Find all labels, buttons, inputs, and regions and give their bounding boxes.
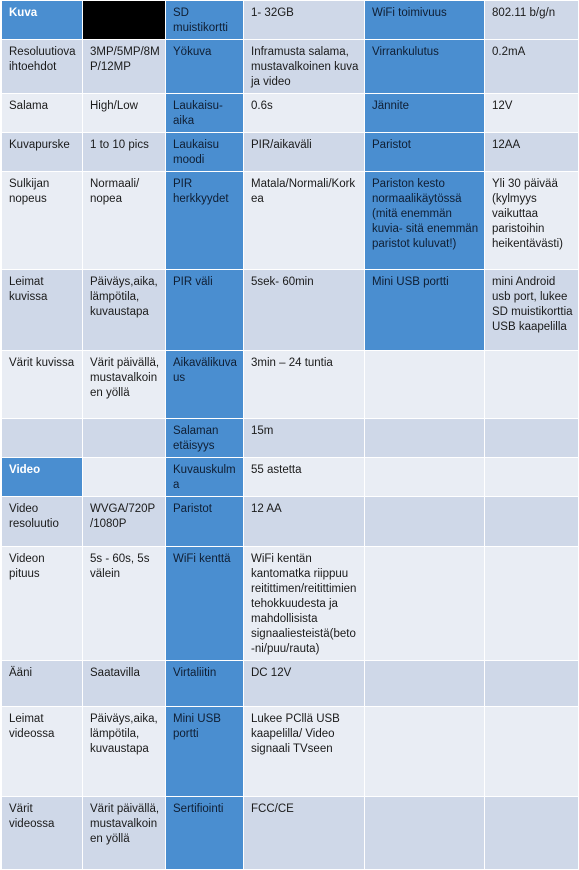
table-cell: 5sek- 60min (244, 270, 365, 351)
table-row (2, 547, 579, 661)
table-row (2, 419, 579, 458)
table-cell (365, 797, 485, 870)
table-cell: Kuvapurske (2, 133, 83, 172)
table-cell (83, 458, 166, 497)
table-cell: Värit päivällä, mustavalkoinen yöllä (83, 351, 166, 419)
table-cell: Lukee PCllä USB kaapelilla/ Video signaali TVseen (244, 707, 365, 797)
table-cell: Resoluutiovaihtoehdot (2, 40, 83, 94)
table-cell (365, 707, 485, 797)
table-cell: Salama (2, 94, 83, 133)
table-cell: Yökuva (166, 40, 244, 94)
table-cell: 3MP/5MP/8MP/12MP (83, 40, 166, 94)
table-cell: 12AA (485, 133, 579, 172)
table-row (2, 1, 579, 40)
table-cell (485, 661, 579, 707)
table-cell: Leimat kuvissa (2, 270, 83, 351)
table-cell: Pariston kesto normaalikäytössä (mitä enemmän kuvia- sitä enemmän paristot kuluvat!) (365, 172, 485, 270)
table-cell (2, 419, 83, 458)
table-cell: Laukaisu moodi (166, 133, 244, 172)
table-cell: 1 to 10 pics (83, 133, 166, 172)
table-cell: Virrankulutus (365, 40, 485, 94)
table-cell (485, 497, 579, 547)
table-cell: 802.11 b/g/n (485, 1, 579, 40)
table-cell (365, 458, 485, 497)
table-cell (365, 661, 485, 707)
table-cell: 12 AA (244, 497, 365, 547)
table-cell (83, 419, 166, 458)
table-cell: Matala/Normali/Korkea (244, 172, 365, 270)
table-cell: FCC/CE (244, 797, 365, 870)
table-cell (485, 458, 579, 497)
table-cell: Päiväys,aika, lämpötila, kuvaustapa (83, 707, 166, 797)
table-cell: Leimat videossa (2, 707, 83, 797)
table-cell: Päiväys,aika, lämpötila, kuvaustapa (83, 270, 166, 351)
table-cell: mini Android usb port, lukee SD muistikorttia USB kaapelilla (485, 270, 579, 351)
table-cell: PIR herkkyydet (166, 172, 244, 270)
table-cell: Saatavilla (83, 661, 166, 707)
table-cell: 0.2mA (485, 40, 579, 94)
table-cell: WiFi kenttä (166, 547, 244, 661)
table-cell: Värit kuvissa (2, 351, 83, 419)
table-cell: 12V (485, 94, 579, 133)
table-cell (365, 497, 485, 547)
table-cell: Kuvauskulma (166, 458, 244, 497)
table-cell: 55 astetta (244, 458, 365, 497)
table-cell: Salaman etäisyys (166, 419, 244, 458)
table-row (2, 133, 579, 172)
table-cell: Värit videossa (2, 797, 83, 870)
table-cell (485, 797, 579, 870)
table-cell: Aikavälikuvaus (166, 351, 244, 419)
spec-table-body (2, 1, 579, 870)
table-cell (485, 351, 579, 419)
table-row (2, 458, 579, 497)
table-cell: 1- 32GB (244, 1, 365, 40)
table-cell: Inframusta salama, mustavalkoinen kuva ja video (244, 40, 365, 94)
table-cell: DC 12V (244, 661, 365, 707)
table-cell: 15m (244, 419, 365, 458)
table-cell: Mini USB portti (166, 707, 244, 797)
table-row (2, 40, 579, 94)
table-cell (485, 547, 579, 661)
table-cell: Videon pituus (2, 547, 83, 661)
table-cell (485, 419, 579, 458)
table-row (2, 270, 579, 351)
table-cell: Mini USB portti (365, 270, 485, 351)
table-cell: Paristot (166, 497, 244, 547)
table-cell (83, 1, 166, 40)
table-cell: 5s - 60s, 5s välein (83, 547, 166, 661)
table-cell: WiFi toimivuus (365, 1, 485, 40)
table-cell: Laukaisu-aika (166, 94, 244, 133)
table-row (2, 351, 579, 419)
table-cell: Paristot (365, 133, 485, 172)
table-cell (365, 547, 485, 661)
table-cell: Värit päivällä, mustavalkoinen yöllä (83, 797, 166, 870)
table-cell: Sertifiointi (166, 797, 244, 870)
table-cell: SD muistikortti (166, 1, 244, 40)
table-cell: 0.6s (244, 94, 365, 133)
table-row (2, 94, 579, 133)
table-row (2, 661, 579, 707)
table-cell: 3min – 24 tuntia (244, 351, 365, 419)
table-row (2, 172, 579, 270)
table-cell: Sulkijan nopeus (2, 172, 83, 270)
table-cell: WVGA/720P /1080P (83, 497, 166, 547)
table-cell: WiFi kentän kantomatka riippuu reitittimen/reitittimien tehokkuudesta ja mahdollisista signaaliesteistä(beto-ni/puu/rauta) (244, 547, 365, 661)
table-cell (365, 351, 485, 419)
table-cell: Kuva (2, 1, 83, 40)
table-row (2, 797, 579, 870)
table-cell: PIR/aikaväli (244, 133, 365, 172)
table-cell (365, 419, 485, 458)
table-cell: Ääni (2, 661, 83, 707)
table-cell: PIR väli (166, 270, 244, 351)
table-cell: Video (2, 458, 83, 497)
table-row (2, 707, 579, 797)
spec-table (1, 0, 579, 870)
table-cell: Jännite (365, 94, 485, 133)
table-cell: Normaali/ nopea (83, 172, 166, 270)
table-cell (485, 707, 579, 797)
table-row (2, 497, 579, 547)
table-cell: High/Low (83, 94, 166, 133)
table-cell: Yli 30 päivää (kylmyys vaikuttaa paristoihin heikentävästi) (485, 172, 579, 270)
table-cell: Video resoluutio (2, 497, 83, 547)
table-cell: Virtaliitin (166, 661, 244, 707)
